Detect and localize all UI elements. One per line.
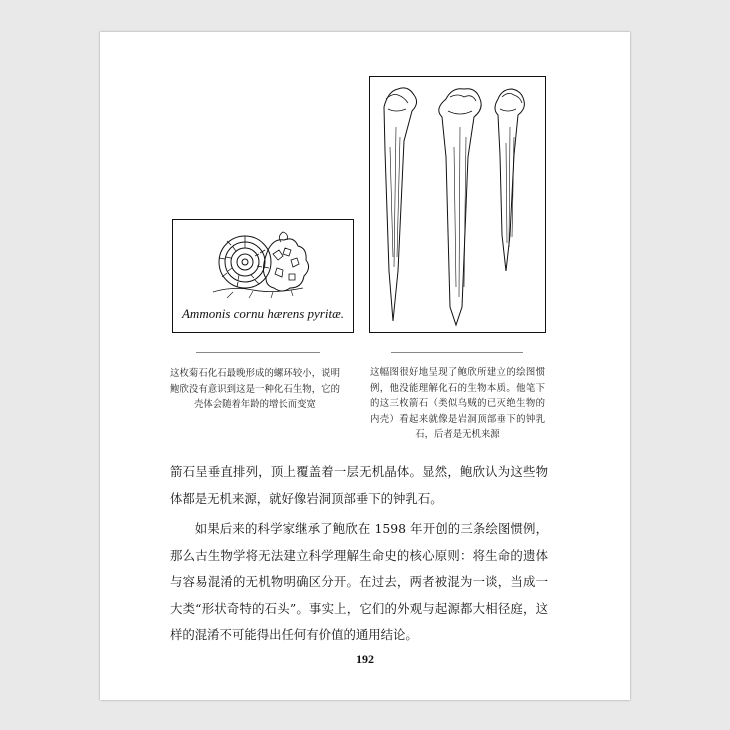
belemnites-illustration [370, 77, 545, 332]
book-page [100, 32, 630, 700]
body-paragraph-2: 如果后来的科学家继承了鲍欣在 1598 年开创的三条绘图惯例，那么古生物学将无法建立科学理解生命史的核心原则：将生命的遗体与容易混淆的无机物明确区分开。在过去，两者被混为一谈，当成一大类“形状奇特的石头”。事实上，它们的外观与起源都大相径庭，这样的混淆不可能得出任何有价值的通用结论。 [170, 521, 548, 642]
page-number: 192 [356, 652, 374, 666]
body-paragraph-1: 箭石呈垂直排列，顶上覆盖着一层无机晶体。显然，鲍欣认为这些物体都是无机来源，就好像岩洞顶部垂下的钟乳石。 [170, 464, 548, 506]
caption-rule-right [391, 352, 523, 353]
belemnites-caption: 这幅图很好地呈现了鲍欣所建立的绘图惯例，他没能理解化石的生物本质。他笔下的这三枚箭石（类似乌贼的已灭绝生物的内壳）看起来就像是岩洞顶部垂下的钟乳石，后者是无机来源 [370, 367, 545, 440]
caption-rule-left [196, 352, 320, 353]
latin-figure-caption: Ammonis cornu hærens pyritæ. [181, 306, 345, 321]
belemnites-figure [369, 76, 546, 333]
ammonite-figure [172, 219, 354, 333]
ammonite-caption: 这枚菊石化石最晚形成的螺环较小，说明鲍欣没有意识到这是一种化石生物，它的壳体会随着年龄的增长而变宽 [170, 368, 340, 410]
